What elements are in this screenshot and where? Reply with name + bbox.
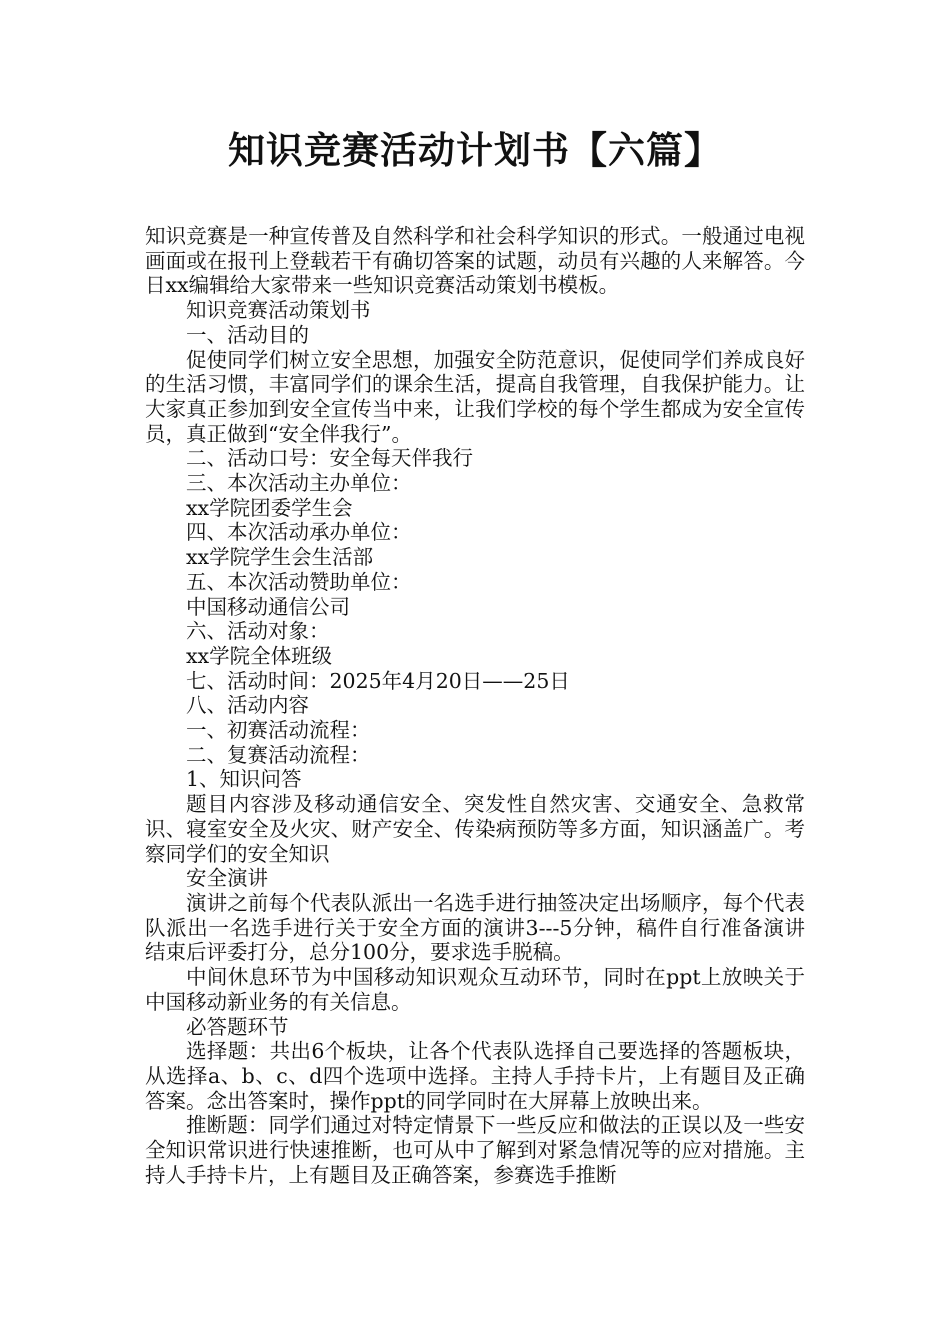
paragraph: 1、知识问答	[186, 767, 302, 792]
paragraph: 安全演讲	[186, 866, 268, 891]
paragraph: 六、活动对象：	[186, 619, 330, 644]
paragraph: 选择题：共出6个板块，让各个代表队选择自己要选择的答题板块，从选择a、b、c、d四个选项中选择。主持人手持卡片，上有题目及正确答案。念出答案时，操作ppt的同学同时在大屏幕上放映出来。	[145, 1039, 805, 1113]
paragraph: 七、活动时间：2025年4月20日——25日	[186, 668, 570, 693]
paragraph: 题目内容涉及移动通信安全、突发性自然灾害、交通安全、急救常识、寝室安全及火灾、财产安全、传染病预防等多方面，知识涵盖广。考察同学们的安全知识	[145, 792, 805, 866]
paragraph: 三、本次活动主办单位：	[186, 471, 412, 496]
paragraph: 中间休息环节为中国移动知识观众互动环节，同时在ppt上放映关于中国移动新业务的有关信息。	[145, 965, 805, 1014]
paragraph: 一、活动目的	[186, 322, 309, 347]
paragraph: 一、初赛活动流程：	[186, 718, 371, 743]
document-title: 知识竞赛活动计划书【六篇】	[228, 128, 722, 172]
paragraph: 知识竞赛活动策划书	[186, 298, 371, 323]
paragraph: xx学院团委学生会	[186, 495, 353, 520]
paragraph: 四、本次活动承办单位：	[186, 520, 412, 545]
document-body	[145, 224, 805, 1187]
paragraph: 二、活动口号：安全每天伴我行	[186, 446, 473, 471]
paragraph: 中国移动通信公司	[186, 594, 350, 619]
paragraph: 八、活动内容	[186, 693, 309, 718]
paragraph: 演讲之前每个代表队派出一名选手进行抽签决定出场顺序，每个代表队派出一名选手进行关于安全方面的演讲3---5分钟，稿件自行准备演讲结束后评委打分，总分100分，要求选手脱稿。	[145, 890, 805, 965]
paragraph: 二、复赛活动流程：	[186, 742, 371, 767]
paragraph: 必答题环节	[186, 1014, 289, 1039]
paragraph: 知识竞赛是一种宣传普及自然科学和社会科学知识的形式。一般通过电视画面或在报刊上登载若干有确切答案的试题，动员有兴趣的人来解答。今日xx编辑给大家带来一些知识竞赛活动策划书模板。	[145, 224, 805, 298]
paragraph: 推断题：同学们通过对特定情景下一些反应和做法的正误以及一些安全知识常识进行快速推断，也可从中了解到对紧急情况等的应对措施。主持人手持卡片，上有题目及正确答案，参赛选手推断	[145, 1113, 805, 1187]
paragraph: xx学院学生会生活部	[186, 545, 374, 570]
paragraph: 五、本次活动赞助单位：	[186, 569, 412, 594]
paragraph: xx学院全体班级	[186, 643, 333, 668]
paragraph: 促使同学们树立安全思想，加强安全防范意识，促使同学们养成良好的生活习惯，丰富同学们的课余生活，提高自我管理，自我保护能力。让大家真正参加到安全宣传当中来，让我们学校的每个学生都成为安全宣传员，真正做到“安全伴我行”。	[145, 347, 805, 446]
